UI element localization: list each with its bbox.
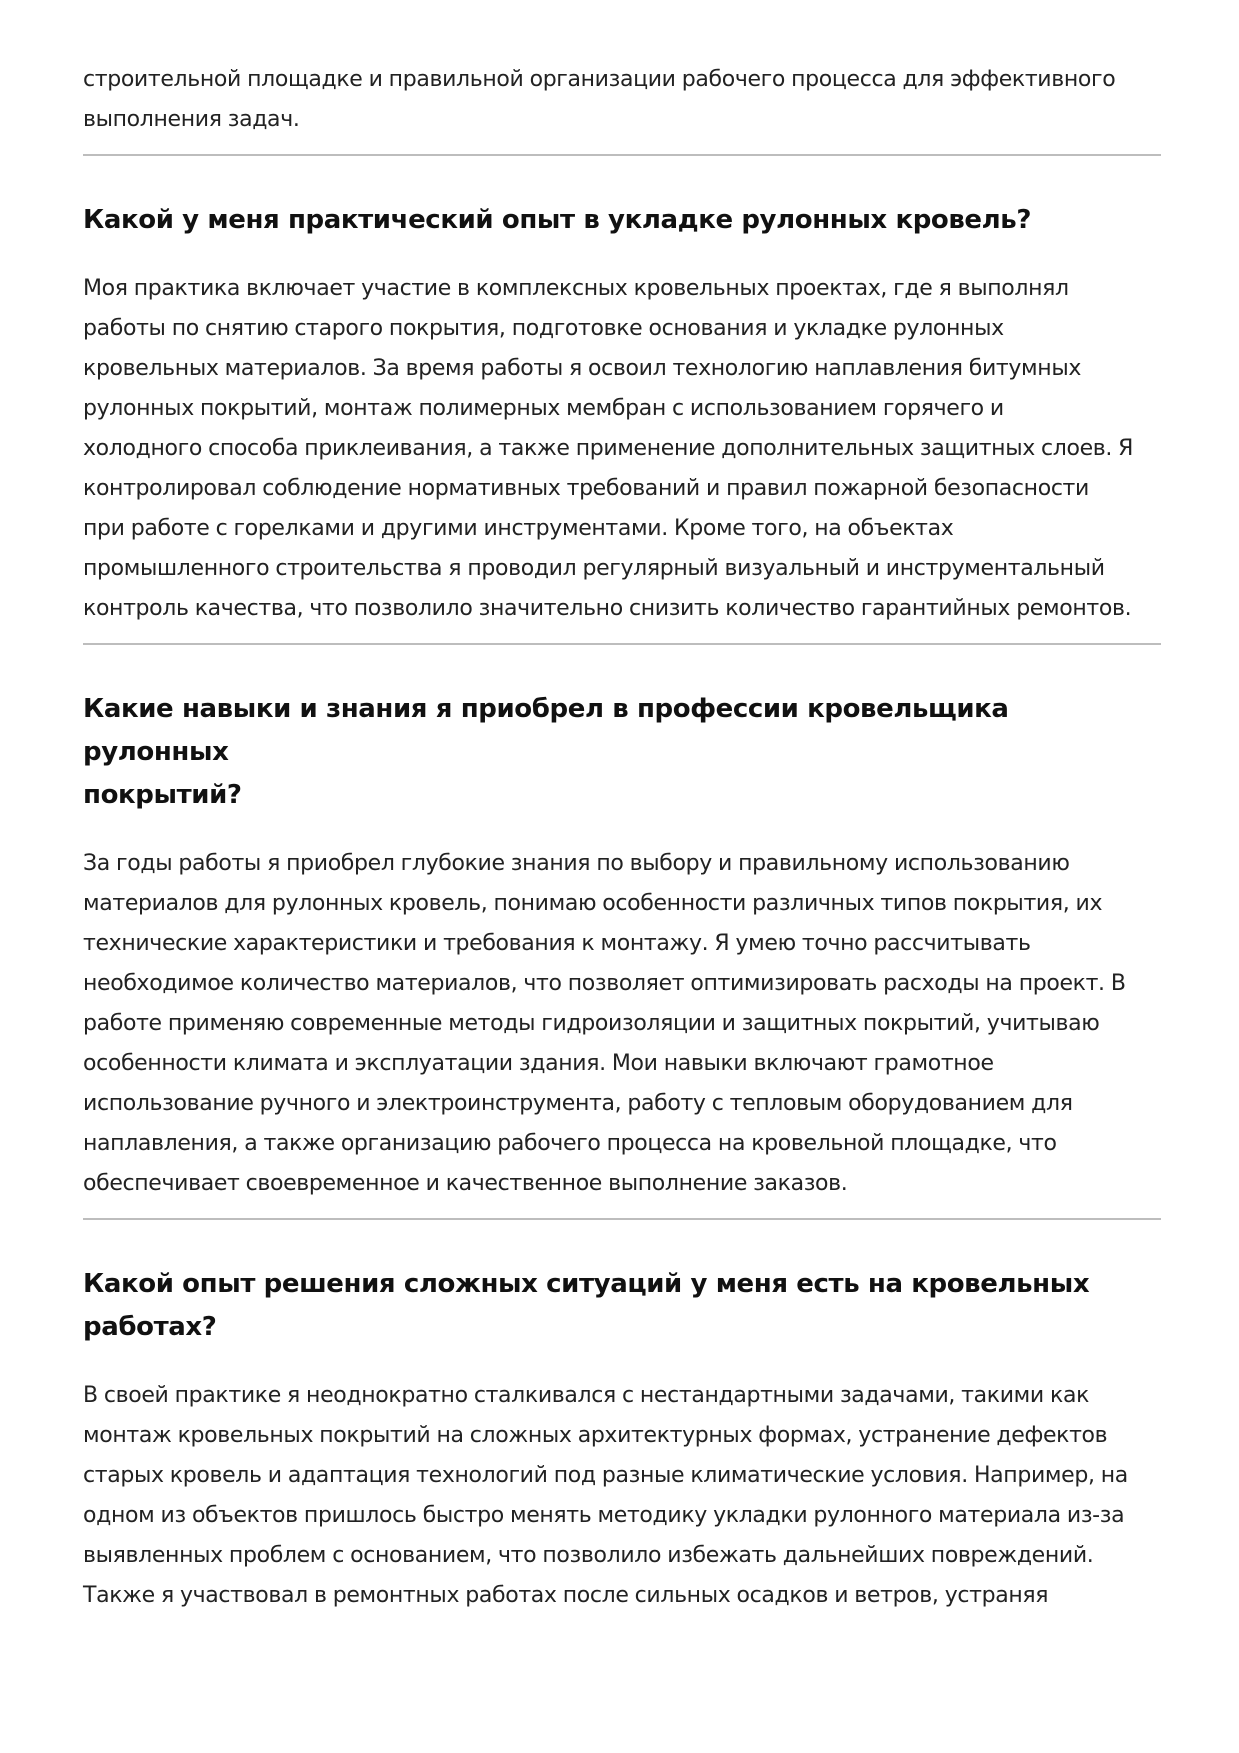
section-divider [83,1218,1161,1220]
document-page [83,60,1161,1616]
intro-paragraph: строительной площадке и правильной организации рабочего процесса для эффективного выполнения задач. [83,67,1116,132]
section-divider [83,643,1161,645]
section-body-complex-situations: В своей практике я неоднократно сталкивался с нестандартными задачами, такими как монтаж кровельных покрытий на сложных архитектурных формах, устранение дефектов старых кровель и адаптация технологий под разные климатические условия. Например, на одном из объектов пришлось быстро менять методику укладки рулонного материала из-за выявленных проблем с основанием, что позволило избежать дальнейших повреждений. Также я участвовал в ремонтных работах после сильных осадков и ветров, устраняя [83,1383,1128,1608]
section-heading-complex-situations: Какой опыт решения сложных ситуаций у меня есть на кровельных работах? [83,1269,1090,1342]
section-body-skills-knowledge: За годы работы я приобрел глубокие знания по выбору и правильному использованию материалов для рулонных кровель, понимаю особенности различных типов покрытия, их технические характеристики и требования к монтажу. Я умею точно рассчитывать необходимое количество материалов, что позволяет оптимизировать расходы на проект. В работе применяю современные методы гидроизоляции и защитных покрытий, учитываю особенности климата и эксплуатации здания. Мои навыки включают грамотное использование ручного и электроинструмента, работу с тепловым оборудованием для наплавления, а также организацию рабочего процесса на кровельной площадке, что обеспечивает своевременное и качественное выполнение заказов. [83,851,1126,1196]
section-body-practical-experience: Моя практика включает участие в комплексных кровельных проектах, где я выполнял работы по снятию старого покрытия, подготовке основания и укладке рулонных кровельных материалов. За время работы я освоил технологию наплавления битумных рулонных покрытий, монтаж полимерных мембран с использованием горячего и холодного способа приклеивания, а также применение дополнительных защитных слоев. Я контролировал соблюдение нормативных требований и правил пожарной безопасности при работе с горелками и другими инструментами. Кроме того, на объектах промышленного строительства я проводил регулярный визуальный и инструментальный контроль качества, что позволило значительно снизить количество гарантийных ремонтов. [83,276,1134,621]
section-divider [83,154,1161,156]
section-heading-skills-knowledge: Какие навыки и знания я приобрел в профессии кровельщика рулонных покрытий? [83,694,1009,810]
section-heading-practical-experience: Какой у меня практический опыт в укладке рулонных кровель? [83,205,1032,235]
